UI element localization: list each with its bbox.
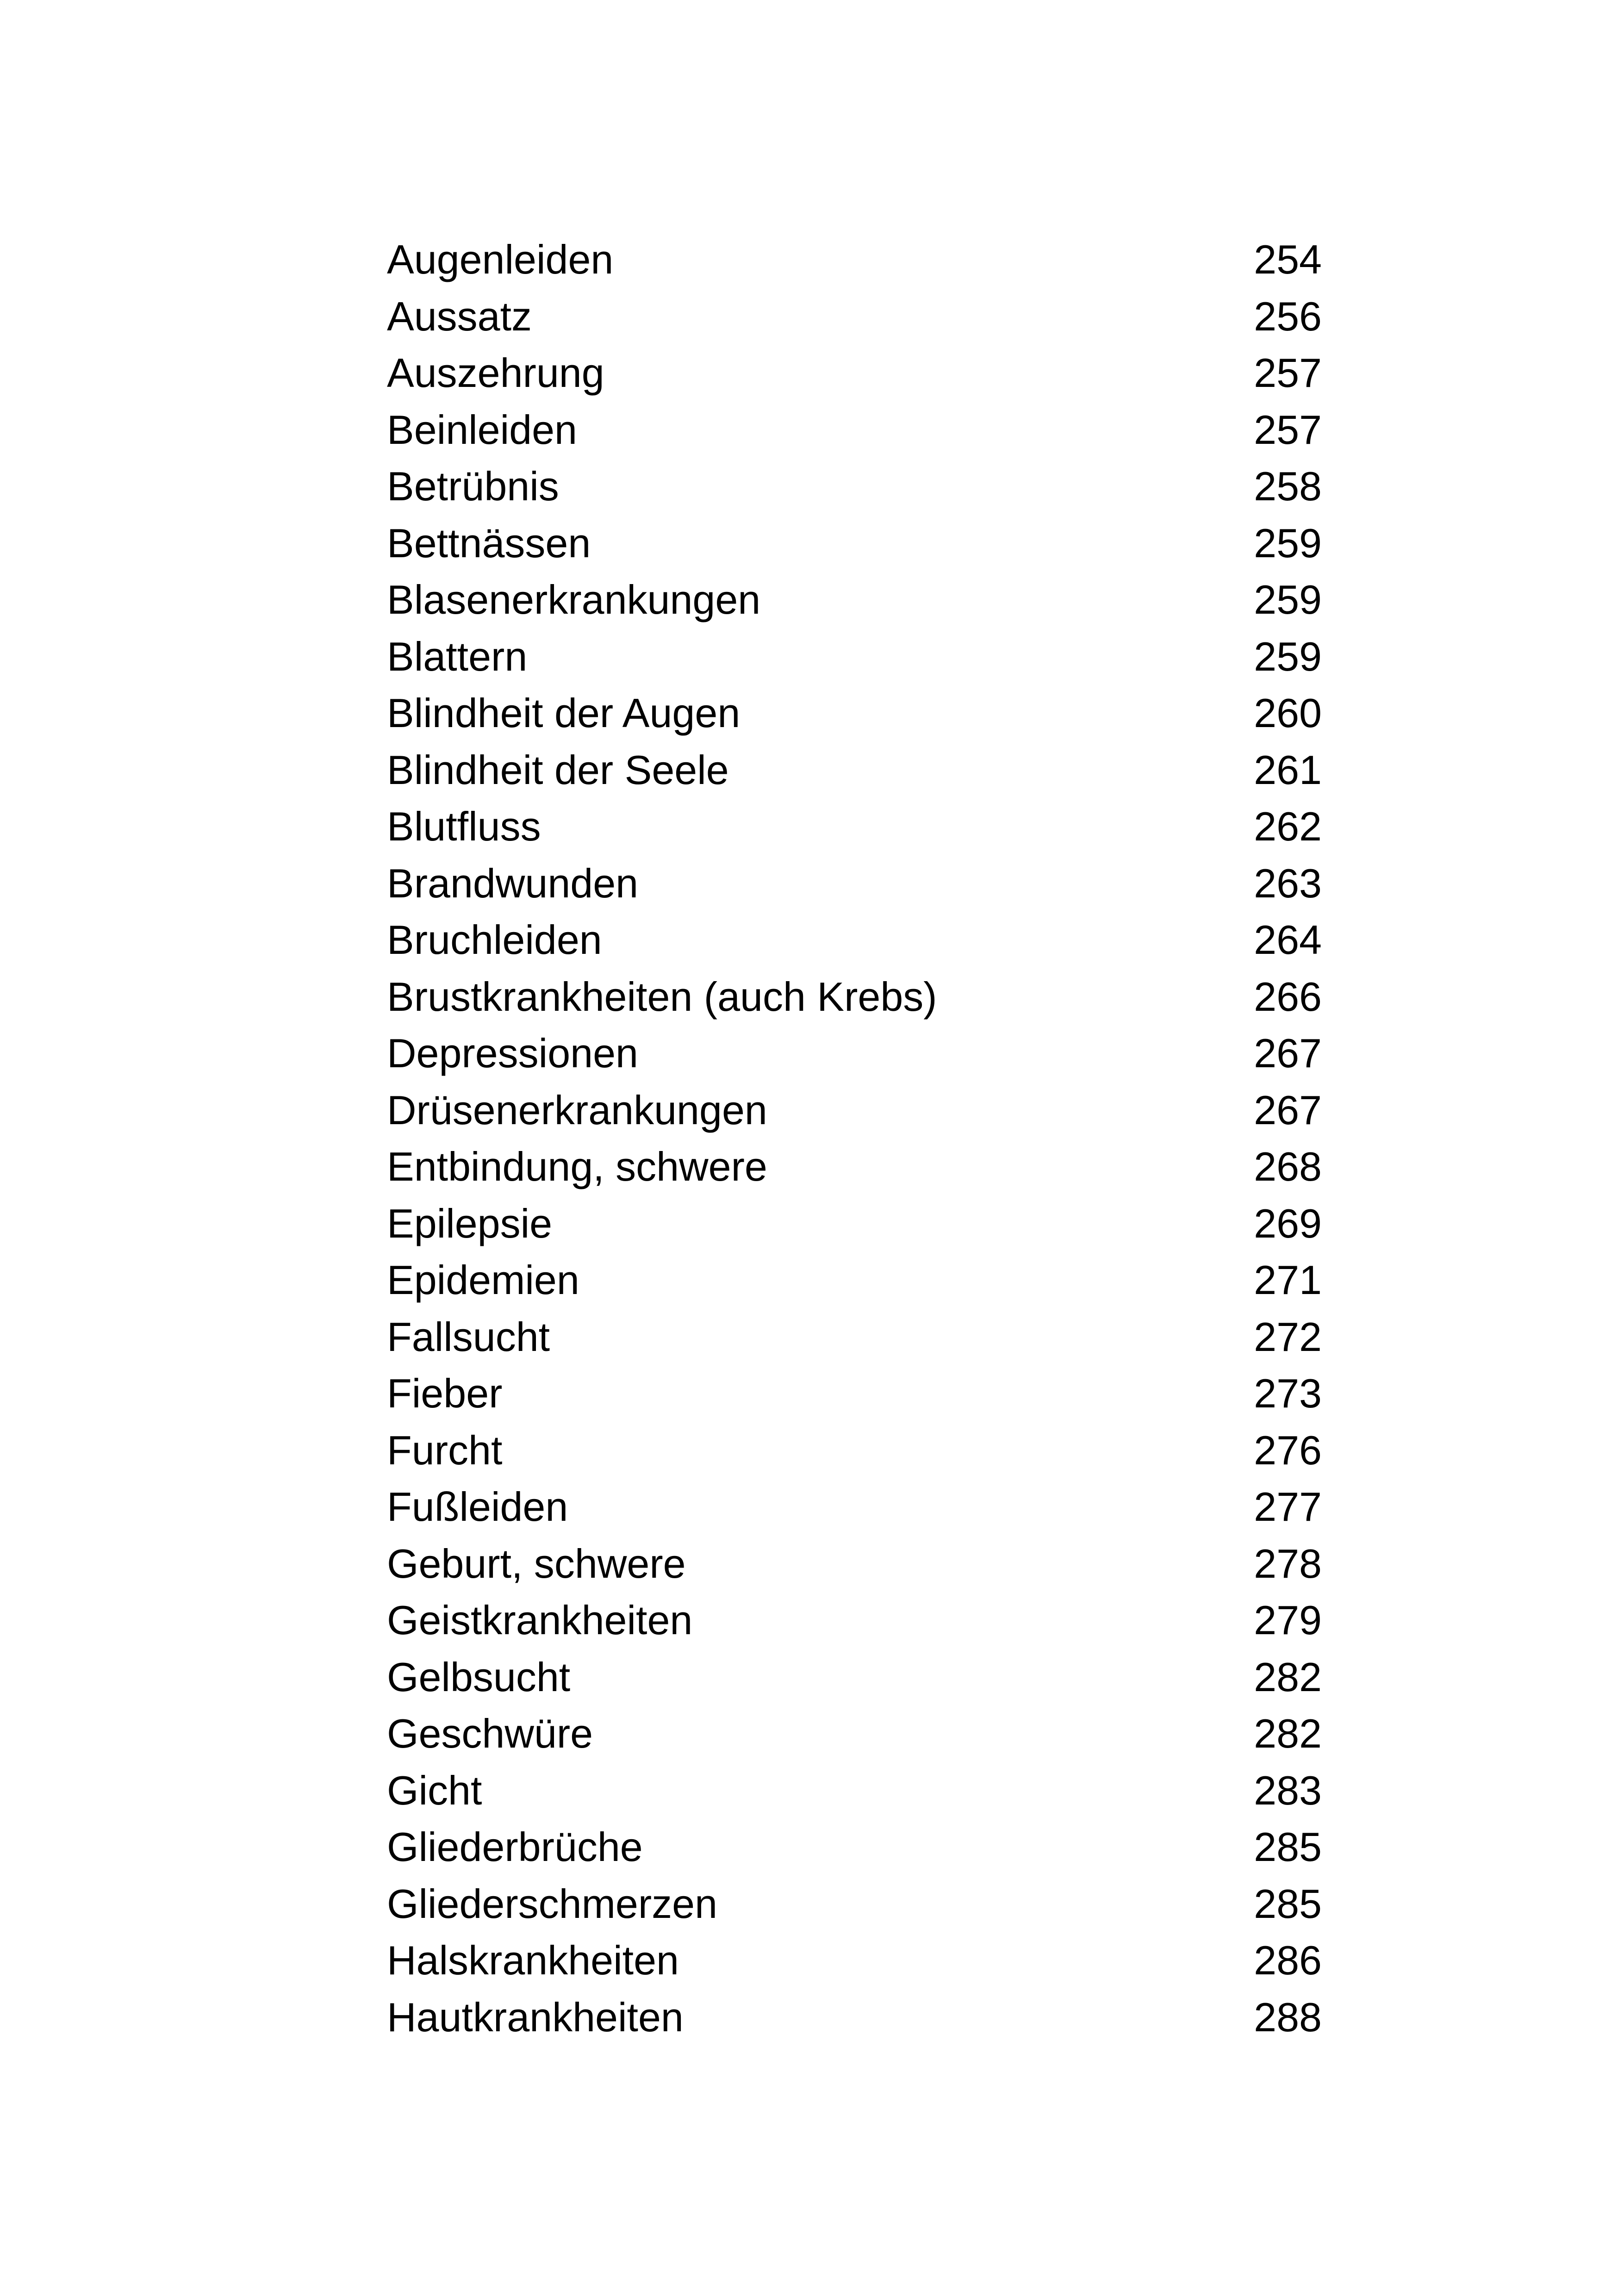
index-entry (387, 1819, 1322, 1876)
index-term: Augenleiden (387, 236, 614, 282)
page-number: 257 (1254, 350, 1322, 396)
index-entry (387, 1932, 1322, 1989)
page-number: 272 (1254, 1313, 1322, 1360)
index-term: Auszehrung (387, 350, 604, 396)
index-term: Bettnässen (387, 520, 591, 566)
index-entry (387, 515, 1322, 572)
index-term: Blutfluss (387, 803, 541, 849)
page-number: 283 (1254, 1767, 1322, 1813)
page-number: 258 (1254, 463, 1322, 509)
index-entry (387, 288, 1322, 345)
index-entry (387, 1082, 1322, 1139)
index-entry (387, 855, 1322, 912)
page-number: 263 (1254, 860, 1322, 906)
index-entry (387, 1365, 1322, 1422)
page-number: 271 (1254, 1257, 1322, 1303)
page-number: 278 (1254, 1540, 1322, 1587)
index-entry (387, 1536, 1322, 1593)
index-entry (387, 685, 1322, 742)
index-term: Drüsenerkrankungen (387, 1087, 767, 1133)
index-term: Bruchleiden (387, 917, 602, 963)
index-term: Blasenerkrankungen (387, 577, 761, 622)
index-entry (387, 628, 1322, 685)
index-term: Blindheit der Seele (387, 747, 729, 793)
index-entry (387, 969, 1322, 1026)
index-term: Epidemien (387, 1257, 579, 1303)
page-number: 254 (1254, 236, 1322, 282)
page-number: 276 (1254, 1427, 1322, 1473)
index-entry (387, 1705, 1322, 1762)
index-entry (387, 798, 1322, 855)
index-term: Gliederbrüche (387, 1824, 643, 1870)
index-entry (387, 1309, 1322, 1366)
index-entry (387, 1025, 1322, 1082)
index-term: Geschwüre (387, 1711, 593, 1756)
page-number: 286 (1254, 1937, 1322, 1983)
index-entry (387, 912, 1322, 969)
index-term: Gelbsucht (387, 1654, 571, 1700)
index-term: Hautkrankheiten (387, 1994, 684, 2040)
page-number: 259 (1254, 633, 1322, 679)
page-number: 269 (1254, 1200, 1322, 1246)
page-number: 264 (1254, 917, 1322, 963)
index-term: Entbindung, schwere (387, 1144, 767, 1189)
index-entry (387, 1479, 1322, 1536)
index-term: Betrübnis (387, 463, 559, 509)
index-entry (387, 458, 1322, 515)
page-number: 285 (1254, 1880, 1322, 1927)
index-entry (387, 402, 1322, 459)
index-term: Gliederschmerzen (387, 1880, 718, 1927)
index-entry (387, 1876, 1322, 1933)
index-term: Geistkrankheiten (387, 1597, 693, 1643)
page-number: 260 (1254, 690, 1322, 736)
index-term: Beinleiden (387, 406, 577, 453)
index-list (387, 231, 1322, 2046)
page-number: 277 (1254, 1484, 1322, 1530)
page-number: 257 (1254, 406, 1322, 453)
page-number: 262 (1254, 803, 1322, 849)
index-entry (387, 1592, 1322, 1649)
index-term: Depressionen (387, 1030, 638, 1076)
index-term: Epilepsie (387, 1200, 553, 1246)
page-number: 267 (1254, 1030, 1322, 1076)
index-term: Blindheit der Augen (387, 690, 741, 736)
page-number: 288 (1254, 1994, 1322, 2040)
index-entry (387, 572, 1322, 628)
page-number: 273 (1254, 1370, 1322, 1416)
index-term: Fieber (387, 1370, 503, 1416)
page-number: 259 (1254, 520, 1322, 566)
index-term: Brustkrankheiten (auch Krebs) (387, 973, 937, 1020)
page-number: 256 (1254, 293, 1322, 339)
index-entry (387, 1195, 1322, 1252)
page-number: 259 (1254, 577, 1322, 622)
page-number: 279 (1254, 1597, 1322, 1643)
index-term: Furcht (387, 1427, 503, 1473)
index-term: Fußleiden (387, 1484, 568, 1530)
index-term: Brandwunden (387, 860, 639, 906)
index-term: Aussatz (387, 293, 532, 339)
index-entry (387, 1989, 1322, 2046)
page-number: 266 (1254, 973, 1322, 1020)
index-entry (387, 1252, 1322, 1309)
index-term: Blattern (387, 633, 528, 679)
page-number: 282 (1254, 1654, 1322, 1700)
index-entry (387, 231, 1322, 288)
index-entry (387, 1422, 1322, 1479)
index-entry (387, 1649, 1322, 1706)
index-entry (387, 742, 1322, 799)
index-term: Halskrankheiten (387, 1937, 679, 1983)
page-number: 267 (1254, 1087, 1322, 1133)
index-term: Gicht (387, 1767, 482, 1813)
page-number: 261 (1254, 747, 1322, 793)
index-term: Geburt, schwere (387, 1540, 686, 1587)
index-term: Fallsucht (387, 1313, 550, 1360)
index-entry (387, 1139, 1322, 1195)
index-entry (387, 345, 1322, 402)
page-number: 268 (1254, 1144, 1322, 1189)
index-entry (387, 1762, 1322, 1819)
page-number: 285 (1254, 1824, 1322, 1870)
page-number: 282 (1254, 1711, 1322, 1756)
